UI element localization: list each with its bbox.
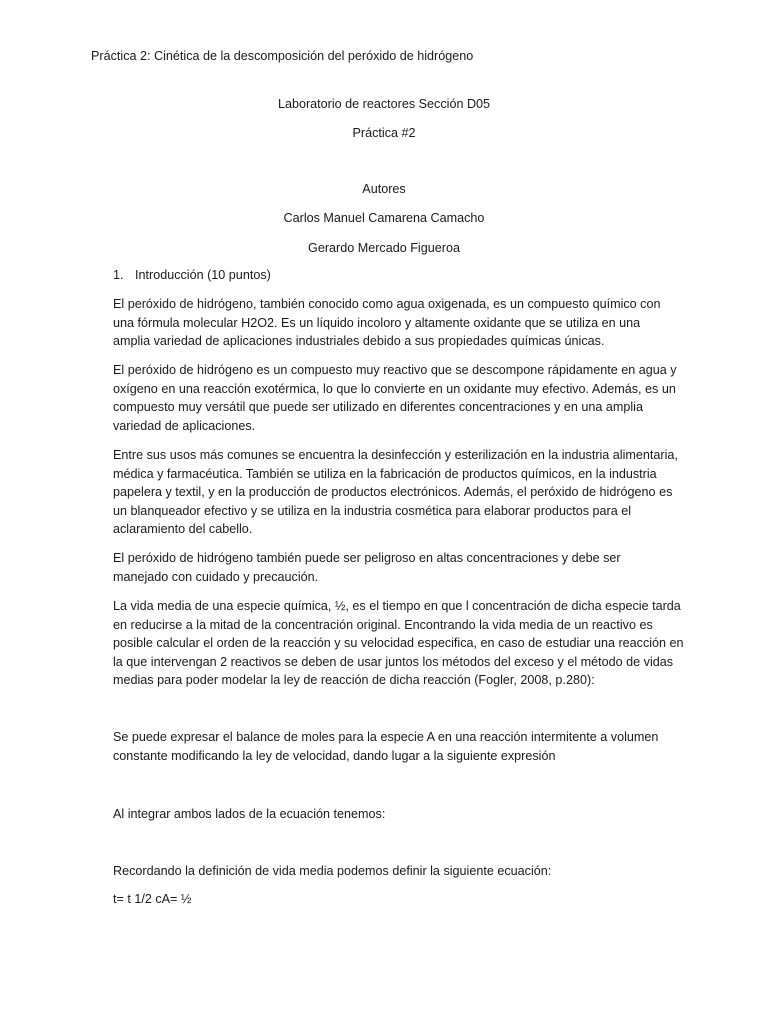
- paragraph-7: Al integrar ambos lados de la ecuación tenemos:: [113, 807, 386, 821]
- text-line: manejado con cuidado y precaución.: [113, 569, 319, 584]
- text-line: posible calcular el orden de la reacción y su velocidad especifica, en caso de estudiar una reacción en: [113, 636, 684, 651]
- paragraph-3: [113, 446, 678, 539]
- text-line: amplia variedad de aplicaciones industriales debido a sus propiedades químicas únicas.: [113, 334, 605, 349]
- paragraph-4: [113, 549, 658, 586]
- text-line: El peróxido de hidrógeno, también conocido como agua oxigenada, es un compuesto químico con: [113, 297, 661, 311]
- text-line: oxígeno en una reacción exotérmica, lo que lo convierte en un oxidante muy efectivo. Además, es un: [113, 381, 676, 396]
- text-line: aclaramiento del cabello.: [113, 522, 253, 537]
- paragraph-6: [113, 728, 658, 765]
- paragraph-5: [113, 597, 684, 690]
- section-title: Introducción (10 puntos): [135, 268, 271, 282]
- text-line: un blanqueador efectivo y se utiliza en la industria cosmética para elaborar productos para el: [113, 503, 632, 518]
- section-heading-introduccion: [113, 266, 271, 285]
- text-line: La vida media de una especie química, ½, es el tiempo en que l concentración de dicha especie tarda: [113, 599, 681, 613]
- text-line: medias para poder modelar la ley de reacción de dicha reacción (Fogler, 2008, p.280):: [113, 673, 595, 688]
- section-number: 1.: [113, 268, 124, 282]
- text-line: médica y farmacéutica. También se utiliza en la fabricación de productos químicos, en la industria: [113, 466, 657, 481]
- paragraph-2: [113, 361, 677, 435]
- text-line: papelera y textil, y en la producción de productos electrónicos. Además, el peróxido de hidrógeno es: [113, 485, 673, 500]
- author-name-2: Gerardo Mercado Figueroa: [308, 241, 460, 255]
- document-header: Práctica 2: Cinética de la descomposición del peróxido de hidrógeno: [91, 49, 474, 63]
- text-line: en reducirse a la mitad de la concentración original. Encontrando la vida media de un reactivo es: [113, 617, 653, 632]
- half-life-expression: t= t 1/2 cA= ½: [113, 892, 192, 906]
- author-name-1: Carlos Manuel Camarena Camacho: [283, 211, 485, 225]
- paragraph-8: Recordando la definición de vida media podemos definir la siguiente ecuación:: [113, 864, 552, 878]
- text-line: constante modificando la ley de velocidad, dando lugar a la siguiente expresión: [113, 748, 556, 763]
- text-line: El peróxido de hidrógeno es un compuesto muy reactivo que se descompone rápidamente en agua y: [113, 363, 677, 377]
- paragraph-1: [113, 295, 661, 351]
- lab-title: Laboratorio de reactores Sección D05: [277, 97, 491, 111]
- text-line: Se puede expresar el balance de moles para la especie A en una reacción intermitente a volumen: [113, 730, 659, 744]
- text-line: una fórmula molecular H2O2. Es un líquido incoloro y altamente oxidante que se utiliza en una: [113, 315, 641, 330]
- authors-heading: Autores: [362, 182, 406, 196]
- text-line: variedad de aplicaciones.: [113, 418, 256, 433]
- text-line: la que intervengan 2 reactivos se deben de usar juntos los métodos del exceso y el método de vidas: [113, 654, 674, 669]
- text-line: Entre sus usos más comunes se encuentra la desinfección y esterilización en la industria alimentaria,: [113, 448, 678, 462]
- text-line: compuesto muy versátil que puede ser utilizado en diferentes concentraciones y en una amplia: [113, 400, 643, 415]
- practice-title: Práctica #2: [352, 126, 416, 140]
- text-line: El peróxido de hidrógeno también puede ser peligroso en altas concentraciones y debe ser: [113, 551, 621, 565]
